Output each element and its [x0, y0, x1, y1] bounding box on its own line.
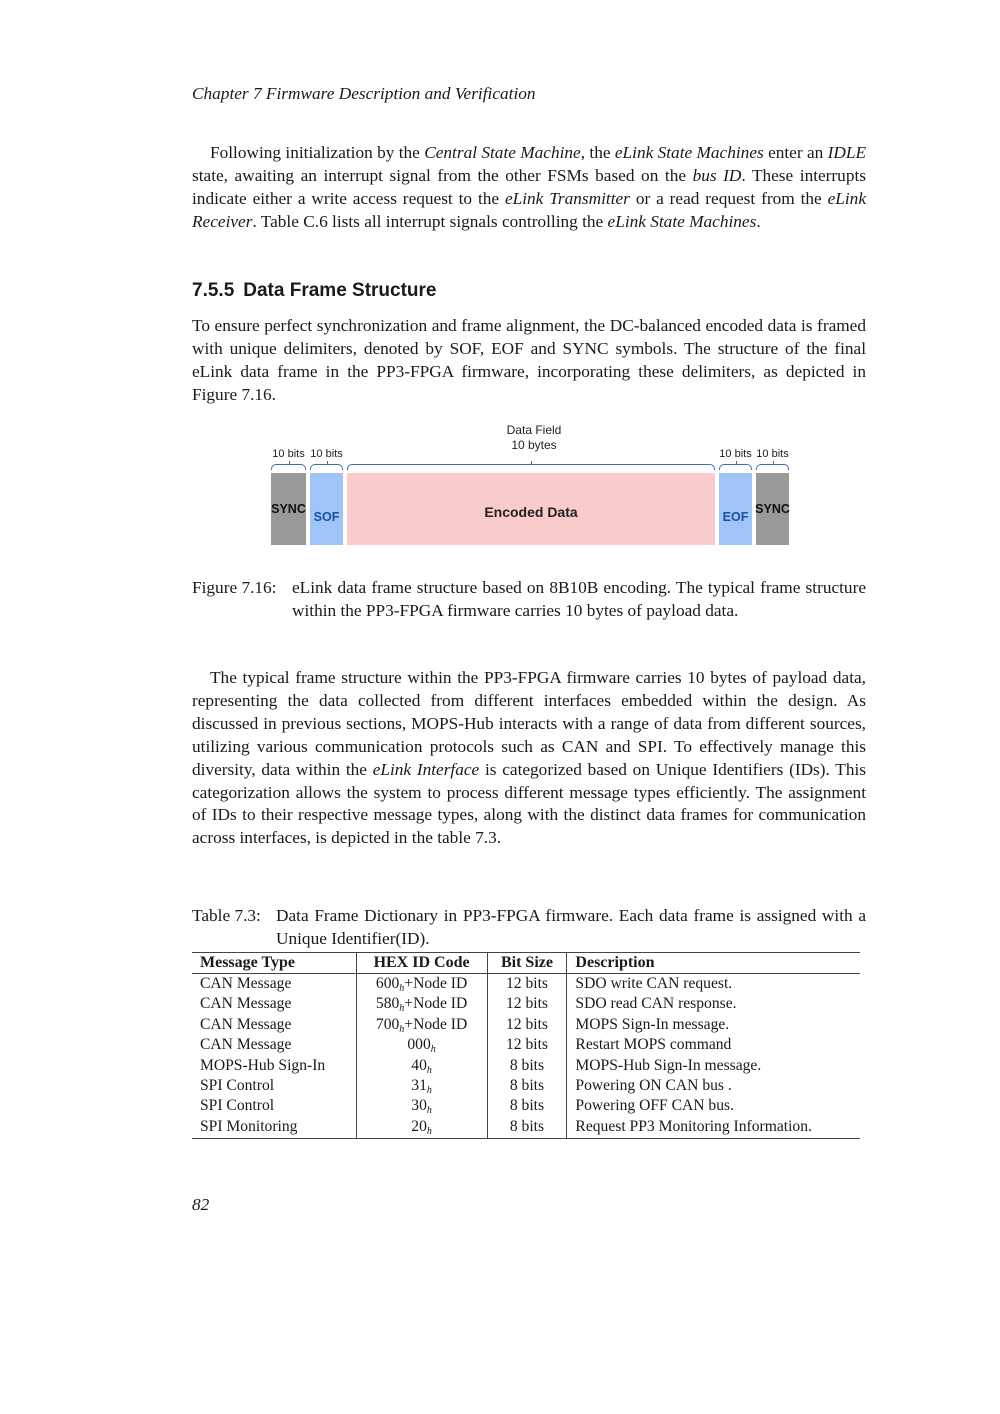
- cell-description: SDO read CAN response.: [575, 995, 737, 1013]
- cell-bit-size: 12 bits: [487, 994, 567, 1014]
- hex-subscript: h: [426, 1105, 432, 1117]
- data-frame-table: [192, 952, 860, 1139]
- table-caption-text: Data Frame Dictionary in PP3-FPGA firmware. Each data frame is assigned with a Unique Identifier(ID).: [276, 906, 866, 948]
- hex-subscript: h: [399, 983, 405, 994]
- page-number: 82: [192, 1195, 210, 1214]
- text-run: enter an: [763, 143, 828, 162]
- text-run: Following initialization by the: [210, 143, 425, 162]
- section-title: Data Frame Structure: [243, 280, 437, 301]
- table-row: [192, 1076, 860, 1096]
- hex-subscript: h: [426, 1085, 432, 1097]
- field-size-label: 10 bits: [272, 448, 305, 460]
- cell-description: MOPS-Hub Sign-In message.: [575, 1056, 762, 1074]
- data-field-size: 10 bytes: [511, 438, 557, 452]
- field-name: SOF: [313, 510, 340, 524]
- cell-hex-id: [356, 994, 487, 1014]
- header-description: Description: [567, 953, 860, 974]
- text-run: .: [756, 211, 761, 231]
- emphasis-term: eLink State Machines: [614, 143, 764, 162]
- field-brace: [310, 464, 343, 470]
- hex-value: 600: [375, 975, 400, 992]
- hex-subscript: h: [399, 1023, 405, 1035]
- cell-description: MOPS Sign-In message.: [575, 1015, 730, 1033]
- running-head: Chapter 7 Firmware Description and Verification: [192, 84, 536, 103]
- cell-hex-id: [356, 1117, 487, 1139]
- field-sync: [756, 473, 789, 545]
- hex-suffix: +Node ID: [404, 975, 468, 992]
- text-run: or a read request from the: [629, 188, 828, 208]
- figure-caption-text: eLink data frame structure based on 8B10B encoding. The typical frame structure within the PP3-FPGA firmware carries 10 bytes of payload data.: [292, 578, 866, 620]
- field-name: SYNC: [755, 502, 790, 516]
- table-header-row: [192, 953, 860, 974]
- field-name: SYNC: [271, 502, 306, 516]
- cell-description: Powering OFF CAN bus.: [575, 1097, 734, 1115]
- emphasis-term: eLink State Machines: [607, 211, 757, 231]
- data-field-label: Data Field: [506, 423, 562, 437]
- emphasis-term: Central State Machine: [424, 143, 581, 162]
- cell-message-type: SPI Monitoring: [192, 1117, 356, 1139]
- field-brace: [756, 464, 789, 470]
- cell-description: Request PP3 Monitoring Information.: [567, 1117, 860, 1139]
- figure-caption-label: Figure 7.16:: [192, 578, 277, 597]
- cell-hex-id: [356, 974, 487, 995]
- cell-bit-size: 8 bits: [487, 1096, 567, 1116]
- cell-description: Restart MOPS command: [575, 1036, 732, 1054]
- emphasis-term: eLink Transmitter: [504, 188, 630, 208]
- field-eof: [719, 473, 752, 545]
- hex-value: 31: [411, 1077, 427, 1095]
- field-encoded-data: [347, 473, 715, 545]
- hex-value: 580: [375, 995, 400, 1013]
- table-row: [192, 1117, 860, 1139]
- text-run: . These interrupts indicate either a write access request to the: [192, 165, 866, 208]
- cell-bit-size: 8 bits: [487, 1117, 567, 1139]
- cell-message-type: SPI Control: [192, 1096, 356, 1116]
- cell-hex-id: [356, 1096, 487, 1116]
- hex-subscript: h: [426, 1125, 432, 1137]
- cell-hex-id: [356, 1076, 487, 1096]
- cell-bit-size: 12 bits: [487, 1035, 567, 1055]
- hex-suffix: +Node ID: [404, 1015, 468, 1033]
- cell-hex-id: [356, 1035, 487, 1055]
- table-row: [192, 1015, 860, 1035]
- paragraph-3: [192, 667, 866, 850]
- cell-bit-size: 8 bits: [487, 1056, 567, 1076]
- cell-message-type: CAN Message: [192, 1035, 356, 1055]
- cell-hex-id: [356, 1015, 487, 1035]
- text-run: is categorized based on Unique Identifiers (IDs). This categorization allows the system to process different message types efficiently. The assignment of IDs to their respective message types, along with the distinct data frames for communication across interfaces, is depicted in the table 7.3.: [192, 759, 867, 848]
- hex-value: 000: [407, 1036, 431, 1054]
- cell-description: SDO write CAN request.: [575, 975, 733, 992]
- field-size-label: 10 bits: [756, 448, 789, 460]
- cell-bit-size: 12 bits: [487, 1015, 567, 1035]
- field-brace: [719, 464, 752, 470]
- field-sof: [310, 473, 343, 545]
- cell-description: Powering ON CAN bus .: [575, 1077, 732, 1095]
- text-run: state, awaiting an interrupt signal from the other FSMs based on the: [192, 165, 693, 185]
- field-size-label: 10 bits: [310, 448, 343, 460]
- header-message-type: Message Type: [192, 953, 356, 974]
- table-row: [192, 1056, 860, 1076]
- cell-message-type: MOPS-Hub Sign-In: [192, 1056, 356, 1076]
- cell-bit-size: 8 bits: [487, 1076, 567, 1096]
- frame-structure-figure: [0, 0, 1000, 560]
- emphasis-term: eLink Interface: [372, 759, 480, 779]
- cell-message-type: CAN Message: [192, 974, 356, 995]
- hex-value: 40: [411, 1056, 427, 1074]
- cell-message-type: CAN Message: [192, 994, 356, 1014]
- cell-message-type: SPI Control: [192, 1076, 356, 1096]
- text-run: To ensure perfect synchronization and frame alignment, the DC-balanced encoded data is framed with unique delimiters, denoted by SOF, EOF and SYNC symbols. The structure of the final eLink data frame in the PP3-FPGA firmware, incorporating these delimiters, as depicted in Figure 7.16.: [192, 316, 866, 404]
- table-row: [192, 994, 860, 1014]
- hex-subscript: h: [399, 1003, 405, 1015]
- hex-value: 20: [411, 1117, 427, 1135]
- table-row: [192, 1035, 860, 1055]
- text-run: . Table C.6 lists all interrupt signals controlling the: [252, 211, 608, 231]
- cell-bit-size: 12 bits: [487, 974, 567, 995]
- table-row: [192, 1096, 860, 1116]
- emphasis-term: IDLE: [827, 143, 867, 162]
- header-hex-id: HEX ID Code: [356, 953, 487, 974]
- field-sync: [271, 473, 306, 545]
- text-run: , the: [580, 143, 615, 162]
- hex-value: 30: [411, 1097, 427, 1115]
- hex-subscript: h: [430, 1044, 436, 1056]
- text-run: The typical frame structure within the PP3-FPGA firmware carries 10 bytes of payload data, representing the data collected from different interfaces embedded within the design. As discussed in previous sections, MOPS-Hub interacts with a range of data from different sources, utilizing various communication protocols such as CAN and SPI. To effectively manage this diversity, data within the: [192, 668, 866, 779]
- emphasis-term: bus ID: [692, 165, 742, 185]
- hex-subscript: h: [426, 1064, 432, 1076]
- header-bit-size: Bit Size: [487, 953, 567, 974]
- data-field-brace: [347, 464, 715, 470]
- table-row: [192, 974, 860, 995]
- field-brace: [271, 464, 306, 470]
- table-caption: [192, 905, 866, 951]
- table-caption-label: Table 7.3:: [192, 906, 261, 925]
- hex-value: 700: [375, 1015, 400, 1033]
- field-name: EOF: [722, 510, 749, 524]
- cell-hex-id: [356, 1056, 487, 1076]
- cell-message-type: CAN Message: [192, 1015, 356, 1035]
- section-number: 7.5.5: [192, 280, 235, 301]
- field-name: Encoded Data: [484, 504, 578, 520]
- hex-suffix: +Node ID: [404, 995, 468, 1013]
- emphasis-term: eLink Receiver: [192, 188, 866, 231]
- figure-caption: [192, 577, 866, 623]
- field-size-label: 10 bits: [719, 448, 752, 460]
